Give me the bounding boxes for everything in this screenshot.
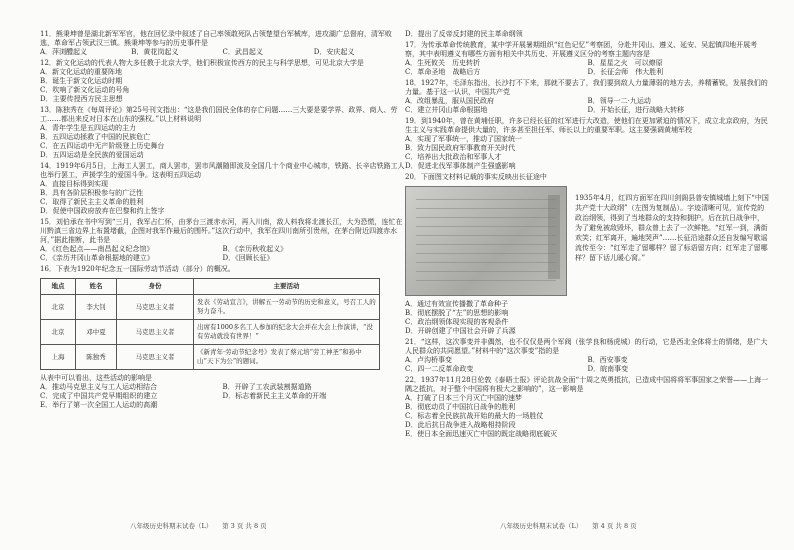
option-b: B．开辟了工农武装割据道路 — [222, 383, 312, 391]
option-d: D．标志着新民主主义革命的开端 — [222, 392, 327, 400]
question-17 — [405, 41, 770, 77]
option-c: C．建立井冈山革命根据地 — [405, 106, 488, 114]
question-stem: 20．下面图文材料记载的事实反映出长征途中 — [405, 173, 547, 181]
table-cell: 马克思主义者 — [117, 295, 194, 320]
column-header: 地点 — [41, 279, 76, 295]
answer-options — [40, 245, 405, 263]
answer-options — [40, 124, 405, 160]
option-d: D．开始长征，进行战略大转移 — [587, 106, 685, 114]
option-b: B．五四运动拯救了中国的民族危亡 — [40, 133, 151, 141]
option-a: A．推动马克思主义与工人运动相结合 — [40, 383, 158, 391]
question-16-option-d: D．提出了反帝反封建的民主革命纲领 — [405, 30, 523, 38]
table-row — [41, 320, 380, 345]
option-b: B．西安事变 — [587, 356, 628, 364]
option-e: E．举行了第一次全国工人运动的高潮 — [40, 401, 158, 409]
option-b: B．黄花岗起义 — [131, 48, 179, 56]
option-d: D．长征会师 伟大胜利 — [587, 68, 664, 76]
answer-options — [40, 383, 405, 410]
option-a: A．直接目标得到实现 — [40, 180, 109, 188]
figure-with-text — [405, 186, 770, 296]
question-11 — [40, 30, 405, 57]
question-12 — [40, 59, 405, 104]
table-header-row — [41, 279, 380, 295]
question-stem: 11．熊秉坤曾是湖北新军军官，他在回忆录中叙述了自己率领敢死队占领楚望台军械库，进攻湖广总督府，清军败逃，革命军占领武汉三镇。熊秉坤等参与的历史事件是 — [40, 30, 392, 47]
option-b: B．领导一二·九运动 — [587, 97, 651, 105]
question-stem: 16．下表为1920年纪念五一国际劳动节活动（部分）的概况。 — [40, 265, 235, 273]
option-b: B．致力国民政府军事教育开关时代 — [405, 144, 516, 152]
option-a: A．卢沟桥事变 — [405, 356, 453, 364]
answer-options — [40, 180, 405, 216]
table-cell: 邓中夏 — [76, 320, 117, 345]
column-header: 姓名 — [76, 279, 117, 295]
answer-options — [405, 356, 770, 374]
question-stem: 21．“这样，这次事变并非偶然，也不仅仅是两个军阀（张学良和杨虎城）的行动，它是西北全体将士的情绪，是广大人民群众的共同愿望。”材料中的“这次事变”指的是 — [405, 338, 768, 355]
question-stem: 14．1919年6月5日，上海工人罢工，商人罢市，罢市风潮随即波及全国几十个商业中心城市，铁路、长辛店铁路工人也举行罢工，声援学生的爱国斗争。这表明五四运动 — [40, 162, 405, 179]
option-c: C．四一二反革命政变 — [405, 365, 474, 373]
table-cell: 上海 — [41, 345, 76, 370]
table-cell: 马克思主义者 — [117, 345, 194, 370]
option-a: A．青年学生是五四运动的主力 — [40, 124, 137, 132]
question-19 — [405, 117, 770, 171]
question-16 — [40, 265, 405, 410]
table-cell: 北京 — [41, 320, 76, 345]
option-a: A．实现了军事统一，推动了国家统一 — [405, 135, 523, 143]
option-b: B．具有各阶层积极参与的广泛性 — [40, 189, 144, 197]
option-a: A．萍浏醴起义 — [40, 48, 88, 56]
option-b: B．星星之火 可以燎原 — [587, 59, 663, 67]
right-page — [405, 30, 770, 441]
page-footer-right: 八年级历史科期末试卷（L） 第 4 页 共 8 页 — [500, 522, 637, 530]
question-14 — [40, 162, 405, 216]
option-d: D．皖南事变 — [587, 365, 629, 373]
option-b: B．彻底摆脱了“左”的思想的影响 — [405, 309, 509, 317]
question-stem: 15．刘伯承在书中写到“三月，我军占仁怀，由茅台三渡赤水河，再入川南，敌人料我将北渡长江，大为恐慌，连忙在川黔滇三省边界上布置堵截，企图对我军作最后的围歼。”这次行动中，我军在四川南所引贵州，在茅台附近四渡赤水河，”据此推断，此书是 — [40, 218, 403, 244]
answer-options — [405, 59, 770, 77]
option-d: D．促使中国政府放弃在巴黎和约上签字 — [40, 207, 165, 215]
option-c: C．在五四运动中无产阶级登上历史舞台 — [40, 142, 165, 150]
table-cell: 北京 — [41, 295, 76, 320]
question-15 — [40, 218, 405, 263]
table-cell: 出席有1000多名工人参加的纪念大会并在大会上作演讲，“没有劳动就没有世界！” — [194, 320, 380, 345]
answer-options — [40, 48, 405, 57]
option-c: C．《亲历井冈山革命根据地的建立》 — [40, 254, 154, 262]
question-21 — [405, 338, 770, 374]
question-13 — [40, 106, 405, 160]
option-a: A．打破了日本三个月灭亡中国的速梦 — [405, 394, 523, 402]
question-stem-followup: 从表中可以看出，这些活动的影响是 — [40, 374, 152, 382]
option-c: C．标志着全民族抗战开始的最大的一场胜仗 — [405, 412, 544, 420]
historical-wall-inscription-image — [405, 186, 567, 296]
option-d: D．此后抗日战争进入战略相持阶段 — [405, 421, 516, 429]
answer-options — [405, 135, 770, 171]
option-a: A．通过有效宣传播撒了革命种子 — [405, 300, 509, 308]
question-18 — [405, 79, 770, 115]
option-b: B．诞生于新文化运动时期 — [40, 77, 123, 85]
question-stem: 17．为传承革命传统教育，某中学开展暑期组织“红色记忆”考察团，分赴井冈山、遵义、延安、吴起镇四地开展考察，其中表明遵义有哪些方面有相关中共历史、开展遵义区分的考察主题内容是 — [405, 41, 758, 58]
table-cell: 马克思主义者 — [117, 320, 194, 345]
option-d: D．安庆起义 — [313, 48, 355, 56]
option-b: B．彻底动员了中国抗日战争的胜利 — [405, 403, 516, 411]
activities-table — [40, 278, 380, 370]
option-c: C．完成了中国共产党早期组织的建立 — [40, 392, 158, 400]
option-b: B．《亲历秋收起义》 — [222, 245, 288, 253]
question-stem: 19．到1940年，曾在黄埔任职，许多已经长征的红军进行大改造，使他们在更加紧迫的情况下，成立北京政府，为民生主义与实践革命提供大量的，许多甚至担任军、师长以上的重要军职。这主要强调黄埔军校 — [405, 117, 768, 134]
inscription-side-column — [548, 195, 560, 279]
page-footer-left: 八年级历史科期末试卷（L） 第 3 页 共 8 页 — [130, 522, 267, 530]
option-c: C．吹响了新文化运动的号角 — [40, 86, 130, 94]
table-cell: 李大钊 — [76, 295, 117, 320]
column-header: 主要活动 — [194, 279, 380, 295]
table-cell: 《新青年·劳动节纪念号》发表了蔡元培“劳工神圣”和孙中山“天下为公”的题词。 — [194, 345, 380, 370]
question-20 — [405, 173, 770, 336]
option-a: A．新文化运动的重要阵地 — [40, 68, 123, 76]
left-page — [40, 30, 405, 412]
option-d: D．《回顾长征》 — [222, 254, 274, 262]
question-stem: 18．1927年，毛泽东指出，长沙打不下来，那就不要去了，我们要到敌人力量薄弱的地方去，养精蓄锐，发展我们的力量。基于这一认识，中国共产党 — [405, 79, 768, 96]
option-c: C．取得了新民主主义革命的胜利 — [40, 198, 144, 206]
question-22 — [405, 376, 770, 439]
option-e: E．使日本全面迅速灭亡中国的既定战略彻底破灭 — [405, 430, 558, 438]
option-c: C．革命圣地 战略后方 — [405, 68, 481, 76]
option-d: D．开辟创建了中国社会开辟了兵源 — [405, 327, 516, 335]
figure-caption-text: 1935年4月，红四方面军在四川剑阁县普安镇城墙上刻下“中国共产党十大政纲”（左图为复制品）。字迹清晰可见，宣传党的政治纲领，得到了当地群众的支持和拥护。后在抗日战争中，为了避免被敌毁坏，群众曾上去了一次鲜艳。“红军一到，满街欢笑；红军离开，遍地哭声”……长征沿途群众还自发编写歌谣流传至今：“红军走了留哪样？留了标语留方向；红军走了留哪样？留下话儿暖心窝。” — [575, 194, 769, 262]
answer-options — [405, 97, 770, 115]
table-cell: 发表《劳动宣言》，讲解五一劳动节的历史和意义，号召工人的努力奋斗。 — [194, 295, 380, 320]
option-d: D．五四运动是全民族的爱国运动 — [40, 151, 144, 159]
answer-options — [405, 394, 770, 439]
question-stem: 22．1937年11月28日伦敦《泰晤士报》评论抗战全面“十周之英勇抵抗，已造成中国将将军事国家之荣誉——上海一隅之抵抗，对于整个中国将有极大之影响的”，这一影响是 — [405, 376, 769, 393]
table-cell: 陈独秀 — [76, 345, 117, 370]
question-stem: 12．新文化运动的代表人物大多任教于北京大学，他们积极宣传西方的民主与科学思想，可见北京大学是 — [40, 59, 364, 67]
option-c: C．政治纲领体现实现的客观条件 — [405, 318, 509, 326]
option-a: A．改组暴乱，服从国民政府 — [405, 97, 495, 105]
option-a: A．《红色起点——南昌起义纪念馆》 — [40, 245, 154, 253]
question-stem: 13．陈独秀在《每周评论》第25号刊文指出：“这是我们国民全体的存亡问题……三大要是要学界、政界、商人、劳工……都出来反对日本在山东的强权。”以上材料说明 — [40, 106, 398, 123]
answer-options — [405, 300, 770, 336]
column-header: 身份 — [117, 279, 194, 295]
option-c: C．武昌起义 — [222, 48, 263, 56]
option-d: D．主要传授西方民主思想 — [40, 95, 123, 103]
inscription-lines — [416, 197, 556, 281]
answer-options — [40, 68, 405, 104]
option-d: D．促进北伐军事体制产生强盛影响 — [405, 162, 516, 170]
option-a: A．生死攸关 历史转折 — [405, 59, 481, 67]
table-row — [41, 295, 380, 320]
table-row — [41, 345, 380, 370]
option-c: C．培养出大批政治和军事人才 — [405, 153, 502, 161]
